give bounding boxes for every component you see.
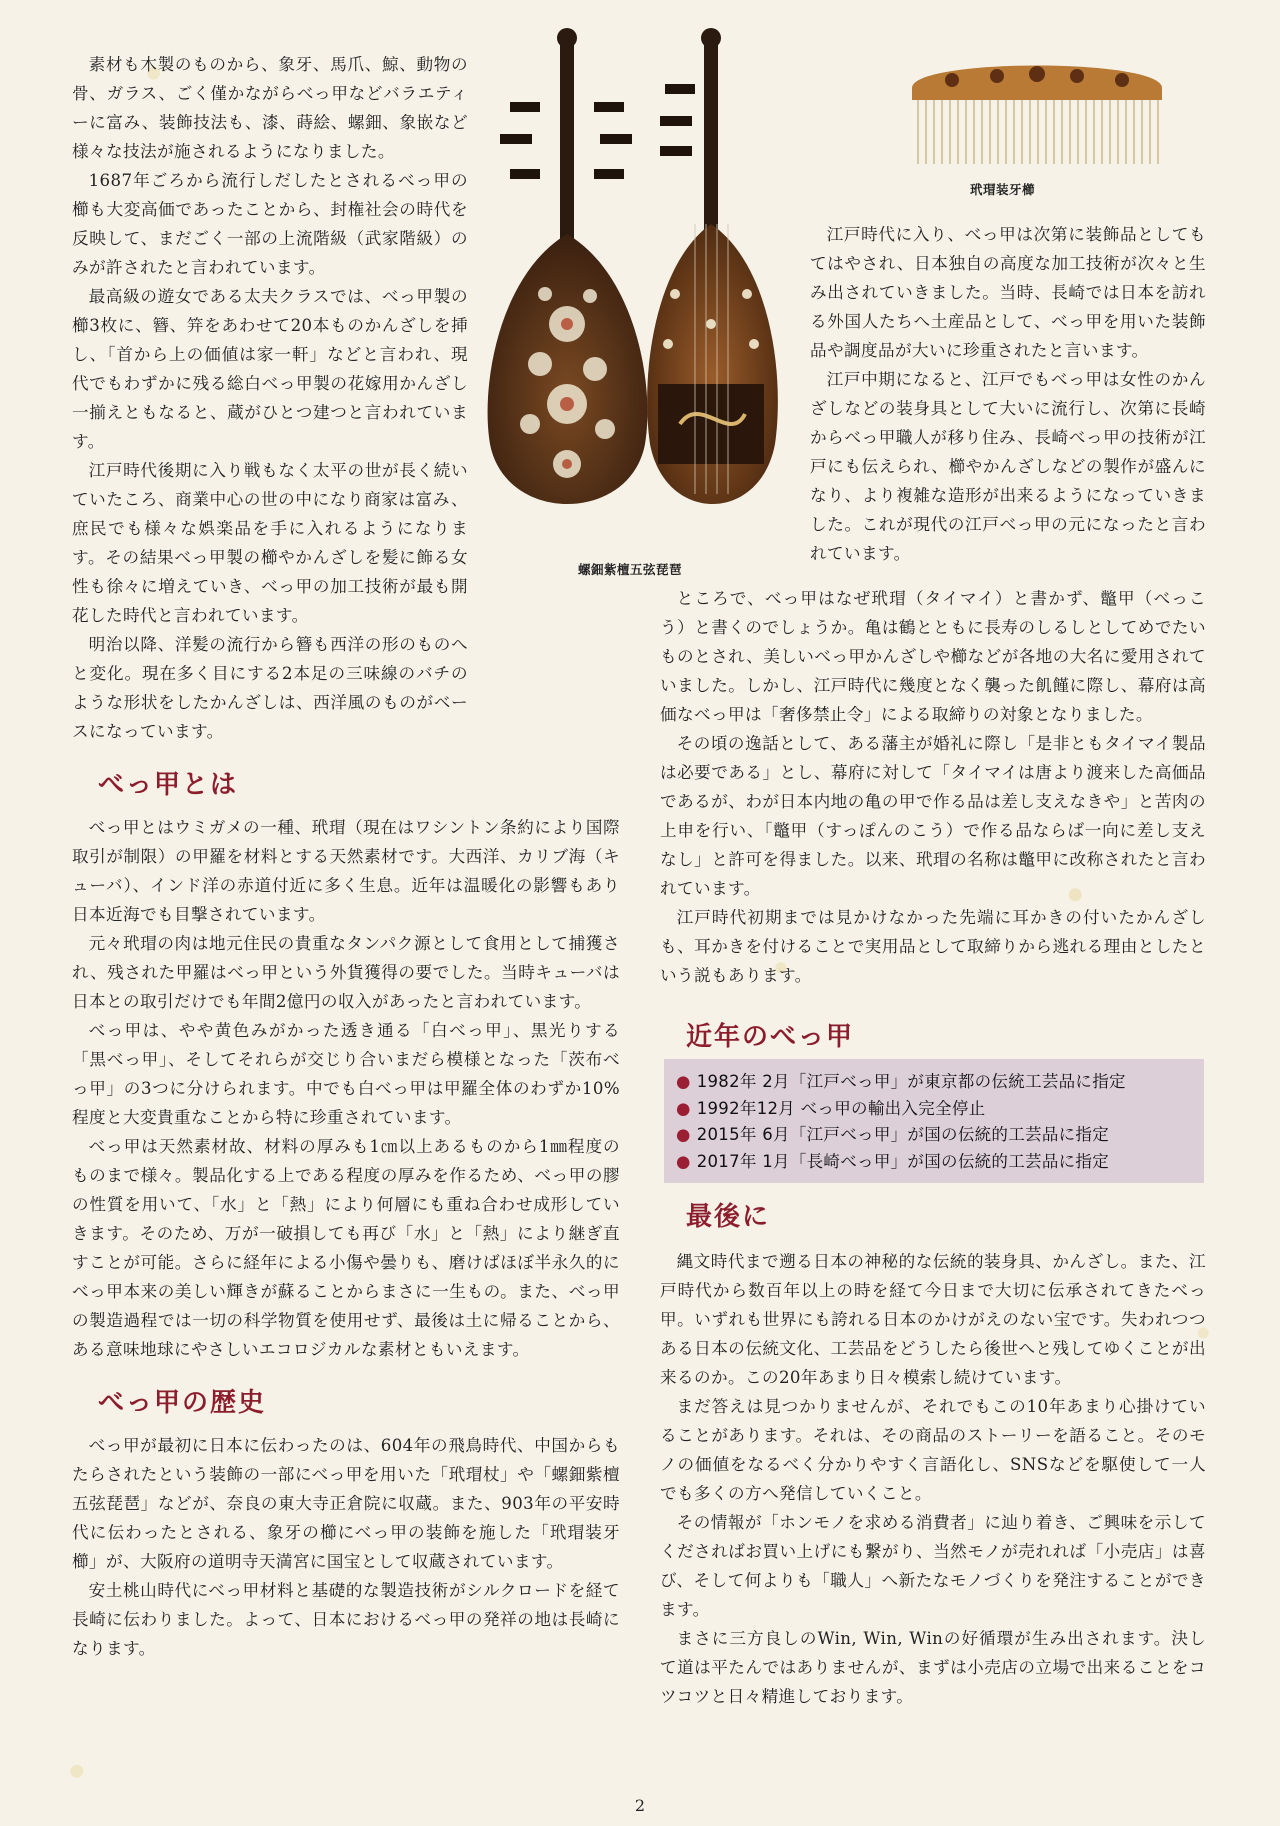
biwa-figure (470, 24, 810, 554)
bekko-paragraph: べっ甲は天然素材故、材料の厚みも1㎝以上あるものから1㎜程度のものまで様々。製品化する上である程度の厚みを作るため、べっ甲の膠の性質を用いて、「水」と「熱」により何層にも重ね合わせ成形していきます。そのため、万が一破損しても再び「水」と「熱」により継ぎ直すことが可能。さらに経年による小傷や曇りも、磨けばほぼ半永久的にべっ甲本来の美しい輝きが蘇ることからまさに一生もの。また、べっ甲の製造過程では一切の科学物質を使用せず、最後は土に帰ることから、ある意味地球にやさしいエコロジカルな素材ともいえます。 (72, 1137, 620, 1359)
right-upper-paragraph: 江戸時代に入り、べっ甲は次第に装飾品としてもてはやされ、日本独自の高度な加工技術が次々と生み出されていきました。当時、長崎では日本を訪れる外国人たちへ土産品として、べっ甲を用いた装飾品や調度品が大いに珍重されたと言います。 (810, 225, 1206, 360)
right-upper-paragraph: 江戸中期になると、江戸でもべっ甲は女性のかんざしなどの装身具として大いに流行し、次第に長崎からべっ甲職人が移り住み、長崎べっ甲の技術が江戸にも伝えられ、櫛やかんざしなどの製作が盛んになり、より複雑な造形が出来るようになっていきました。これが現代の江戸べっ甲の元になったと言われています。 (810, 370, 1206, 563)
intro-paragraph: 江戸時代後期に入り戦もなく太平の世が長く続いていたころ、商業中心の世の中になり商家は富み、庶民でも様々な娯楽品を手に入れるようになります。その結果べっ甲製の櫛やかんざしを髪に飾る女性も徐々に増えていき、べっ甲の加工技術が最も開花した時代と言われています。 (72, 461, 468, 625)
comb-figure (902, 48, 1172, 170)
timeline-item: ● 1982年 2月「江戸べっ甲」が東京都の伝統工芸品に指定 (676, 1072, 1126, 1091)
biwa-right (647, 28, 778, 504)
comb-caption: 玳瑁装牙櫛 (970, 182, 1036, 197)
intro-paragraph: 最高級の遊女である太夫クラスでは、べっ甲製の櫛3枚に、簪、笄をあわせて20本ものかんざしを挿し、「首から上の価値は家一軒」などと言われ、現代でもわずかに残る総白べっ甲製の花嫁用かんざし一揃えともなると、蔵がひとつ建つと言われています。 (72, 287, 468, 451)
timeline-item: ● 2017年 1月「長崎べっ甲」が国の伝統的工芸品に指定 (676, 1151, 1110, 1171)
right-lower-paragraph: 江戸時代初期までは見かけなかった先端に耳かきの付いたかんざしも、耳かきを付けることで実用品として取締りから逃れる理由としたという説もあります。 (660, 908, 1206, 985)
final-section-column (660, 1196, 1206, 1711)
intro-paragraph: 素材も木製のものから、象牙、馬爪、鯨、動物の骨、ガラス、ごく僅かながらべっ甲などバラエティーに富み、装飾技法も、漆、蒔絵、螺鈿、象嵌など様々な技法が施されるようになりました。 (72, 55, 468, 161)
intro-paragraph: 明治以降、洋髪の流行から簪も西洋の形のものへと変化。現在多く目にする2本足の三味線のバチのような形状をしたかんざしは、西洋風のものがベースになっています。 (72, 635, 468, 741)
history-paragraph: 安土桃山時代にべっ甲材料と基礎的な製造技術がシルクロードを経て長崎に伝わりました。よって、日本におけるべっ甲の発祥の地は長崎になります。 (72, 1581, 620, 1658)
timeline-item: ● 2015年 6月「江戸べっ甲」が国の伝統的工芸品に指定 (676, 1125, 1110, 1144)
recent-timeline-list (676, 1069, 1192, 1175)
final-paragraph: 縄文時代まで遡る日本の神秘的な伝統的装身具、かんざし。また、江戸時代から数百年以上の時を経て今日まで大切に伝承されてきたべっ甲。いずれも世界にも誇れる日本のかけがえのない宝です。失われつつある日本の伝統文化、工芸品をどうしたら後世へと残してゆくことが出来るのか。この20年あまり日々模索し続けています。 (660, 1252, 1206, 1387)
bekko-paragraph: べっ甲は、やや黄色みがかった透き通る「白べっ甲」、黒光りする「黒べっ甲」、そしてそれらが交じり合いまだら模様となった「茨布べっ甲」の3つに分けられます。中でも白べっ甲は甲羅全体のわずか10%程度と大変貴重なことから特に珍重されています。 (72, 1021, 620, 1127)
biwa-caption: 螺鈿紫檀五弦琵琶 (578, 562, 683, 577)
right-lower-column (660, 584, 1206, 990)
section-heading-bekko: べっ甲とは (98, 770, 239, 800)
intro-paragraph: 1687年ごろから流行しだしたとされるべっ甲の櫛も大変高価であったことから、封権社会の時代を反映して、まだごく一部の上流階級（武家階級）のみが許されたと言われています。 (72, 171, 468, 277)
bullet-icon: ● (676, 1151, 691, 1171)
comb-illustration (902, 48, 1172, 170)
bullet-icon: ● (676, 1125, 691, 1144)
final-paragraph: まさに三方良しのWin, Win, Winの好循環が生み出されます。決して道は平たんではありませんが、まずは小売店の立場で出来ることをコツコツと日々精進しております。 (660, 1629, 1206, 1706)
final-paragraph: まだ答えは見つかりませんが、それでもこの10年あまり心掛けていることがあります。それは、その商品のストーリーを語ること。そのモノの価値をなるべく分かりやすく言語化し、SNSなどを駆使して一人でも多くの方へ発信していくこと。 (660, 1397, 1206, 1503)
right-lower-paragraph: その頃の逸話として、ある藩主が婚礼に際し「是非ともタイマイ製品は必要である」とし、幕府に対して「タイマイは唐より渡来した高価品であるが、わが日本内地の亀の甲で作る品は差し支えなきや」と苦肉の上申を行い、「鼈甲（すっぽんのこう）で作る品ならば一向に差し支えなし」と許可を得ました。以来、玳瑁の名称は鼈甲に改称されたと言われています。 (660, 734, 1206, 898)
history-paragraph: べっ甲が最初に日本に伝わったのは、604年の飛鳥時代、中国からもたらされたという装飾の一部にべっ甲を用いた「玳瑁杖」や「螺鈿紫檀五弦琵琶」などが、奈良の東大寺正倉院に収蔵。また、903年の平安時代に伝わったとされる、象牙の櫛にべっ甲の装飾を施した「玳瑁装牙櫛」が、大阪府の道明寺天満宮に国宝として収蔵されています。 (72, 1436, 620, 1571)
timeline-item: ● 1992年12月 べっ甲の輸出入完全停止 (676, 1098, 986, 1118)
section-heading-recent: 近年のべっ甲 (686, 1022, 855, 1052)
right-lower-paragraph: ところで、べっ甲はなぜ玳瑁（タイマイ）と書かず、鼈甲（べっこう）と書くのでしょうか。亀は鶴とともに長寿のしるしとしてめでたいものとされ、美しいべっ甲かんざしや櫛などが各地の大名に愛用されていました。しかし、江戸時代に幾度となく襲った飢饉に際し、幕府は高価なべっ甲は「奢侈禁止令」による取締りの対象となりました。 (660, 589, 1206, 724)
biwa-illustration (470, 24, 810, 554)
bullet-icon: ● (676, 1072, 691, 1091)
final-paragraph: その情報が「ホンモノを求める消費者」に辿り着き、ご興味を示してくださればお買い上げにも繋がり、当然モノが売れれば「小売店」は喜び、そして何よりも「職人」へ新たなモノづくりを発注することができます。 (660, 1513, 1206, 1619)
biwa-left (488, 28, 648, 504)
bekko-paragraph: べっ甲とはウミガメの一種、玳瑁（現在はワシントン条約により国際取引が制限）の甲羅を材料とする天然素材です。大西洋、カリブ海（キューバ）、インド洋の赤道付近に多く生息。近年は温暖化の影響もあり日本近海でも目撃されています。 (72, 818, 620, 924)
left-sections-column (72, 764, 620, 1663)
intro-column (72, 50, 468, 746)
bekko-paragraph: 元々玳瑁の肉は地元住民の貴重なタンパク源として食用として捕獲され、残された甲羅はべっ甲という外貨獲得の要でした。当時キューバは日本との取引だけでも年間2億円の収入があったと言われています。 (72, 934, 620, 1011)
right-upper-column (810, 220, 1206, 568)
bullet-icon: ● (676, 1098, 691, 1118)
section-heading-final: 最後に (686, 1202, 771, 1232)
page-number: 2 (634, 1796, 646, 1815)
recent-timeline-box (664, 1059, 1204, 1183)
section-heading-history: べっ甲の歴史 (98, 1388, 267, 1418)
